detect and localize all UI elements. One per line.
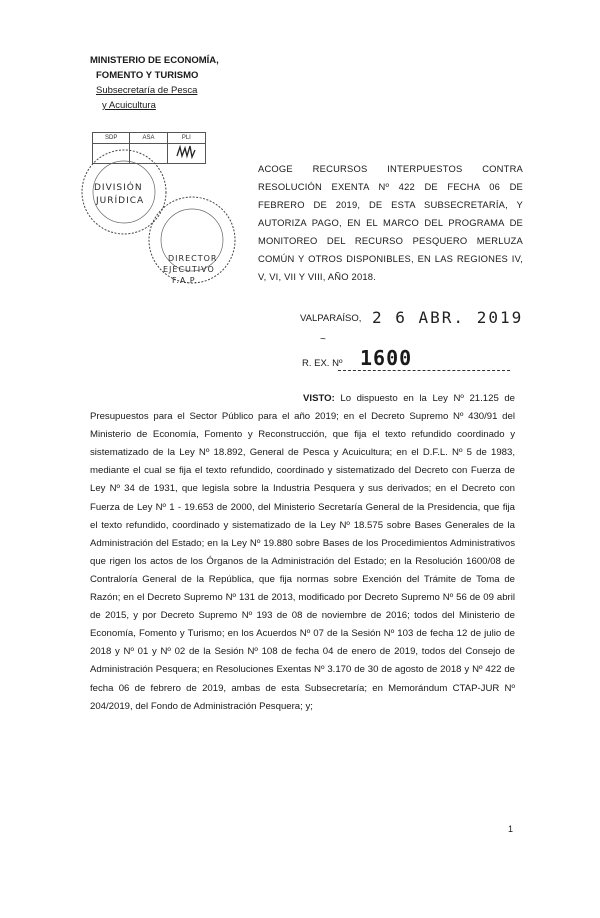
seal-director-line-3: F.A.P.: [172, 276, 198, 285]
seal-division-line-1: DIVISIÓN: [94, 183, 143, 193]
tilde-mark: ~: [320, 334, 326, 345]
resolution-number: 1600: [360, 346, 413, 370]
seal-division-line-2: JURÍDICA: [96, 196, 145, 206]
ministry-line-4: y Acuicultura: [102, 100, 156, 111]
ministry-line-2: FOMENTO Y TURISMO: [96, 70, 199, 81]
stamp-col-2: ASA: [130, 133, 167, 144]
ministry-line-3: Subsecretaría de Pesca: [96, 85, 198, 96]
resolution-title: ACOGE RECURSOS INTERPUESTOS CONTRA RESOLUCIÓN EXENTA Nº 422 DE FECHA 06 DE FEBRERO DE 2019, DE ESTA SUBSECRETARÍA, Y AUTORIZA PAGO, EN EL MARCO DEL PROGRAMA DE MONITOREO DEL RECURSO PESQUERO MERLUZA COMÚN Y OTROS DISPONIBLES, EN LAS REGIONES IV, V, VI, VII Y VIII, AÑO 2018.: [258, 163, 523, 282]
ministry-header: [90, 53, 219, 113]
visto-text: Lo dispuesto en la Ley Nº 21.125 de Presupuestos para el Sector Público para el año 2019; en el Decreto Supremo Nº 430/91 del Ministerio de Economía, Fomento y Reconstrucción, que fija el texto refundido coordinado y sistematizado de la Ley Nº 18.892, General de Pesca y Acuicultura; en el D.F.L. Nº 5 de 1983, mediante el cual se fija el texto refundido, coordinado y sistematizado del Decreto con Fuerza de Ley Nº 34 de 1931, que legisla sobre la Industria Pesquera y sus derivados; en el Decreto con Fuerza de Ley Nº 1 - 19.653 de 2000, del Ministerio Secretaría General de la Presidencia, que fija el texto refundido, coordinado y sistematizado de la Ley Nº 18.575 sobre Bases Generales de la Administración del Estado; en la Ley Nº 19.880 sobre Bases de los Procedimientos Administrativos que rigen los actos de los Órganos de la Administración del Estado; en la Resolución 1600/08 de Contraloría General de la República, que fija normas sobre Exención del Trámite de Toma de Razón; en el Decreto Supremo Nº 131 de 2013, modificado por Decreto Supremo Nº 56 de 09 abril de 2015, y por Decreto Supremo Nº 193 de 08 de noviembre de 2016; todos del Ministerio de Economía, Fomento y Turismo; en los Acuerdos Nº 07 de la Sesión Nº 103 de fecha 12 de julio de 2018 y Nº 01 y Nº 02 de la Sesión Nº 108 de fecha 04 de enero de 2019, todos del Consejo de Administración Pesquera; en Resoluciones Exentas Nº 3.170 de 30 de agosto de 2018 y Nº 422 de fecha 06 de febrero de 2019, ambas de esta Subsecretaría; en Memorándum CTAP-JUR Nº 204/2019, del Fondo de Administración Pesquera; y;: [90, 393, 516, 712]
date-stamp: 2 6 ABR. 2019: [372, 308, 524, 327]
seal-director-line-1: DIRECTOR: [168, 254, 218, 263]
resolution-number-label: R. EX. Nº: [302, 358, 343, 369]
seal-director-line-2: EJECUTIVO: [163, 265, 215, 274]
visto-paragraph: [90, 390, 515, 716]
page-number: 1: [508, 824, 514, 834]
place-label: VALPARAÍSO,: [300, 313, 362, 324]
stamp-col-1: SDP: [93, 133, 130, 144]
official-seals: [72, 140, 247, 295]
visto-label: VISTO:: [303, 393, 335, 404]
ministry-line-1: MINISTERIO DE ECONOMÍA,: [90, 55, 219, 66]
stamp-col-3: PLI: [168, 133, 205, 144]
resolution-number-line: [338, 370, 510, 371]
